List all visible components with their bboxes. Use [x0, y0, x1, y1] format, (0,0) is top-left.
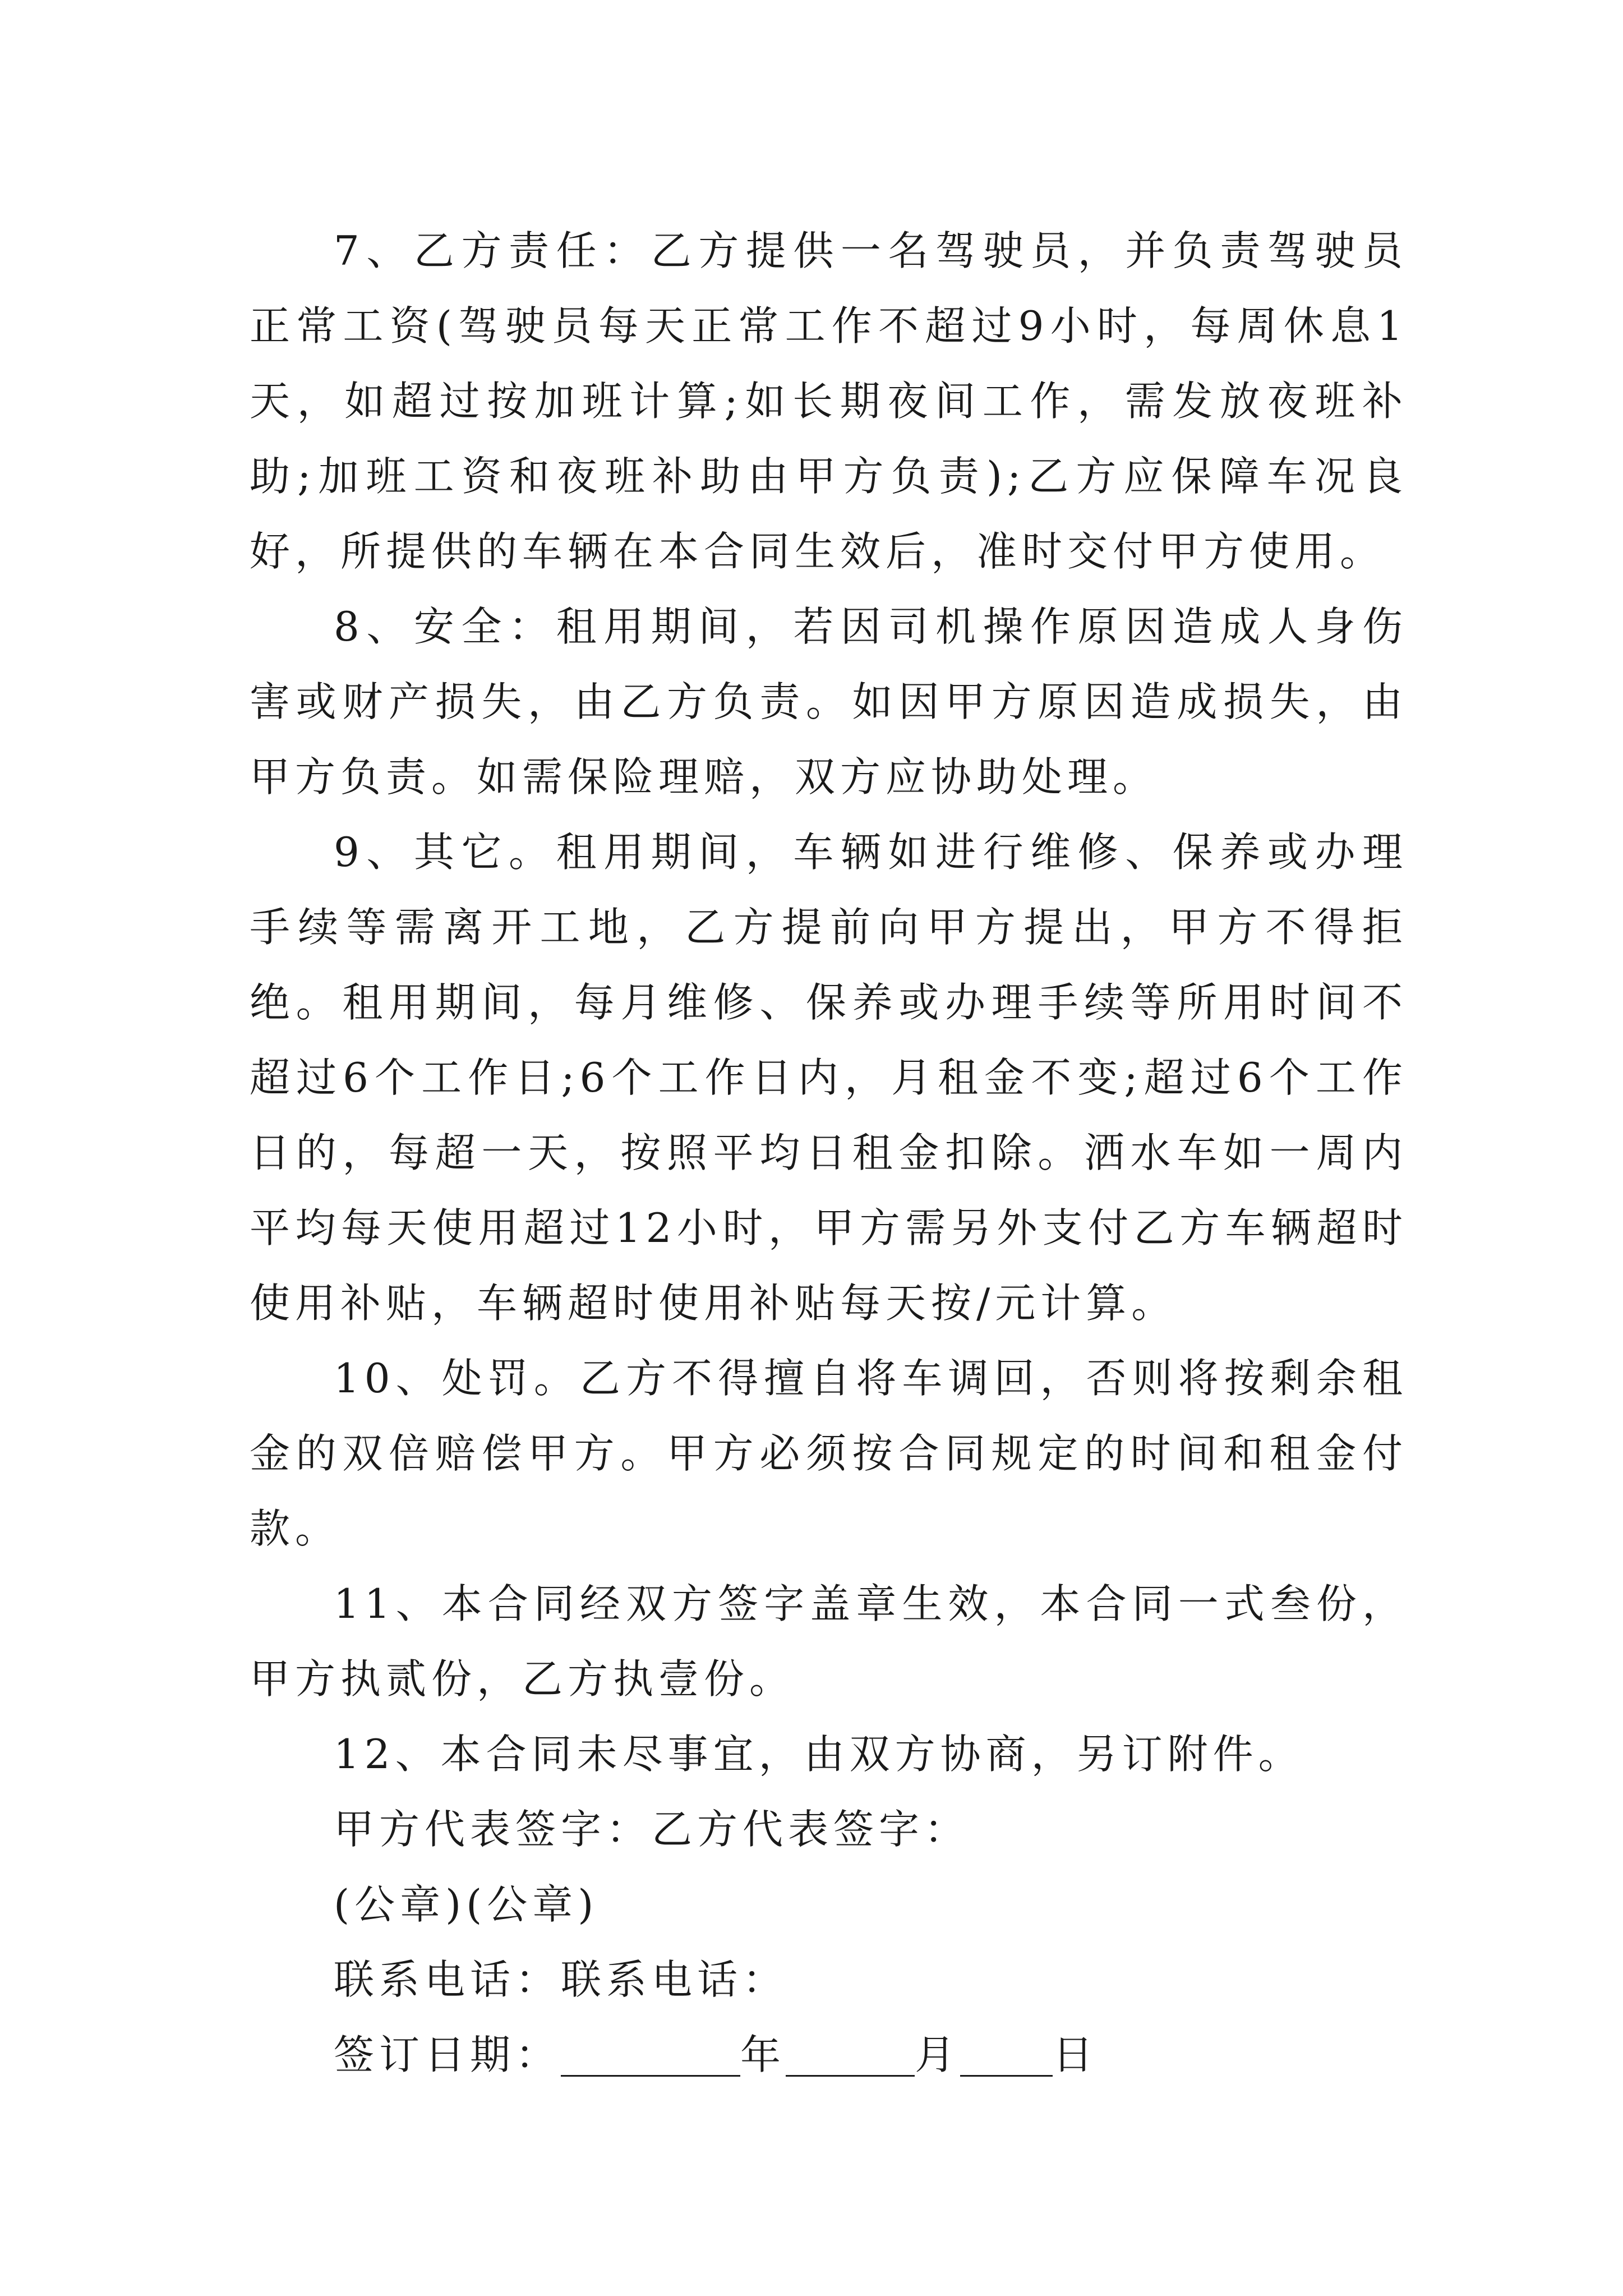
contract-body: [250, 213, 1408, 2092]
month-blank: [786, 2027, 915, 2077]
year-label: 年: [740, 2031, 786, 2078]
day-label: 日: [1053, 2031, 1099, 2078]
signing-date-label: 签订日期：: [334, 2031, 561, 2078]
clause-11-effectiveness: 11、本合同经双方签字盖章生效，本合同一式叁份，甲方执贰份，乙方执壹份。: [250, 1580, 1408, 1703]
year-blank: [561, 2027, 740, 2077]
signing-date-line: [250, 2017, 1408, 2092]
day-blank: [960, 2027, 1053, 2077]
clause-8-safety: 8、安全：租用期间，若因司机操作原因造成人身伤害或财产损失，由乙方负责。如因甲方原因造成损失，由甲方负责。如需保险理赔，双方应协助处理。: [250, 603, 1408, 800]
phone-line: 联系电话：联系电话：: [334, 1956, 789, 2003]
clause-10-penalty: 10、处罚。乙方不得擅自将车调回，否则将按剩余租金的双倍赔偿甲方。甲方必须按合同规定的时间和租金付款。: [250, 1355, 1408, 1552]
seal-line: (公章)(公章): [334, 1881, 599, 1928]
signature-line: 甲方代表签字：乙方代表签字：: [334, 1806, 970, 1853]
clause-9-other: 9、其它。租用期间，车辆如进行维修、保养或办理手续等需离开工地，乙方提前向甲方提出，甲方不得拒绝。租用期间，每月维修、保养或办理手续等所用时间不超过6个工作日;6个工作日内，月租金不变;超过6个工作日的，每超一天，按照平均日租金扣除。洒水车如一周内平均每天使用超过12小时，甲方需另外支付乙方车辆超时使用补贴，车辆超时使用补贴每天按/元计算。: [250, 829, 1408, 1327]
month-label: 月: [915, 2031, 961, 2078]
clause-12-supplement: 12、本合同未尽事宜，由双方协商，另订附件。: [334, 1731, 1304, 1778]
clause-7-driver-responsibility: 7、乙方责任：乙方提供一名驾驶员，并负责驾驶员正常工资(驾驶员每天正常工作不超过9小时，每周休息1天，如超过按加班计算;如长期夜间工作，需发放夜班补助;加班工资和夜班补助由甲方负责);乙方应保障车况良好，所提供的车辆在本合同生效后，准时交付甲方使用。: [250, 227, 1408, 575]
